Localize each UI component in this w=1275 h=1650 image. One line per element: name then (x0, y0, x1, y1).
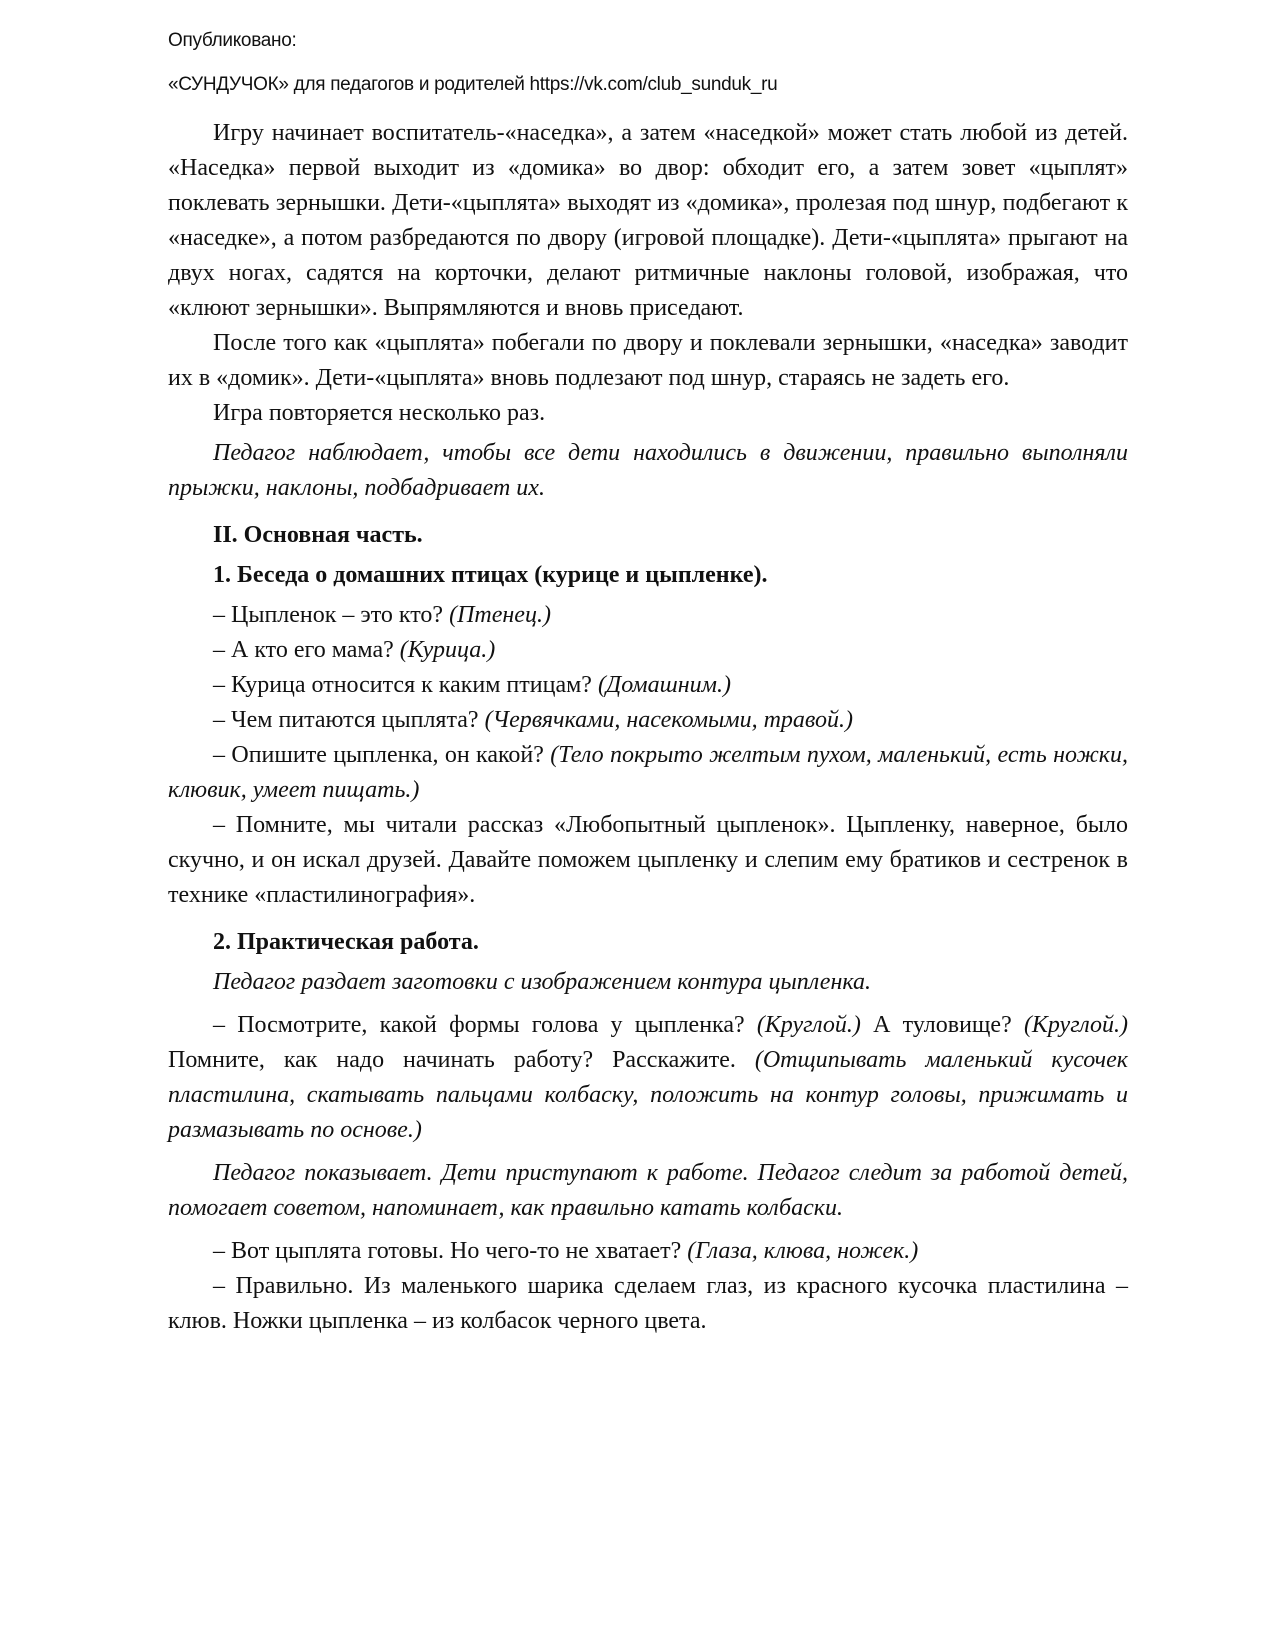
italic-text: (Червячками, насекомыми, травой.) (484, 707, 853, 733)
paragraph (168, 116, 1128, 326)
source-line: «СУНДУЧОК» для педагогов и родителей https://vk.com/club_sunduk_ru (168, 74, 778, 95)
paragraph (168, 633, 1128, 668)
italic-text: Педагог наблюдает, чтобы все дети находились в движении, правильно выполняли прыжки, наклоны, подбадривает их. (168, 440, 1128, 501)
italic-text: (Глаза, клюва, ножек.) (687, 1238, 919, 1264)
published-label: Опубликовано: (168, 30, 297, 51)
section-heading (168, 925, 1128, 960)
paragraph (168, 738, 1128, 808)
italic-text: Педагог показывает. Дети приступают к работе. Педагог следит за работой детей, помогает советом, напоминает, как правильно катать колбаски. (168, 1160, 1128, 1221)
text-segment: После того как «цыплята» побегали по двору и поклевали зернышки, «наседка» заводит их в «домик». Дети-«цыплята» вновь подлезают под шнур, стараясь не задеть его. (168, 330, 1128, 391)
document-body (168, 116, 1128, 1339)
italic-text: (Отщипывать маленький кусочек пластилина, скатывать пальцами колбаску, положить на контур головы, прижимать и размазывать по основе.) (168, 1047, 1128, 1143)
text-segment: – Цыпленок – это кто? (213, 602, 450, 628)
text-segment: Игра повторяется несколько раз. (213, 400, 546, 426)
text-segment: – Помните, мы читали рассказ «Любопытный цыпленок». Цыпленку, наверное, было скучно, и он искал друзей. Давайте поможем цыпленку и слепим ему братиков и сестренок в технике «пластилинография». (168, 812, 1128, 908)
italic-text: (Тело покрыто желтым пухом, маленький, есть ножки, клювик, умеет пищать.) (168, 742, 1129, 803)
italic-text: Педагог раздает заготовки с изображением контура цыпленка. (213, 969, 871, 995)
text-segment: – Правильно. Из маленького шарика сделаем глаз, из красного кусочка пластилина – клюв. Ножки цыпленка – из колбасок черного цвета. (168, 1273, 1128, 1334)
text-segment: Помните, как надо начинать работу? Расскажите. (168, 1047, 755, 1073)
italic-text: (Домашним.) (597, 672, 731, 698)
paragraph (168, 598, 1128, 633)
paragraph (168, 703, 1128, 738)
paragraph (168, 1269, 1128, 1339)
italic-text: (Курица.) (399, 637, 496, 663)
text-segment: – Опишите цыпленка, он какой? (213, 742, 551, 768)
text-segment: 1. Беседа о домашних птицах (курице и цыпленке). (213, 562, 768, 588)
text-segment: – Вот цыплята готовы. Но чего-то не хватает? (213, 1238, 688, 1264)
text-segment: Игру начинает воспитатель-«наседка», а затем «наседкой» может стать любой из детей. «Наседка» первой выходит из «домика» во двор: обходит его, а затем зовет «цыплят» поклевать зернышки. Дети-«цыплята» выходят из «домика», пролезая под шнур, подбегают к «наседке», а потом разбредаются по двору (игровой площадке). Дети-«цыплята» прыгают на двух ногах, садятся на корточки, делают ритмичные наклоны головой, изображая, что «клюют зернышки». Выпрямляются и вновь приседают. (168, 120, 1128, 321)
paragraph (168, 668, 1128, 703)
paragraph (168, 1234, 1128, 1269)
section-heading (168, 558, 1128, 593)
text-segment: – Курица относится к каким птицам? (213, 672, 598, 698)
paragraph (168, 965, 1128, 1000)
italic-text: (Круглой.) (1023, 1012, 1128, 1038)
italic-text: (Круглой.) (756, 1012, 861, 1038)
paragraph (168, 808, 1128, 913)
text-segment: 2. Практическая работа. (213, 929, 479, 955)
text-segment: II. Основная часть. (213, 522, 423, 548)
text-segment: А туловище? (860, 1012, 1024, 1038)
text-segment: – Чем питаются цыплята? (213, 707, 485, 733)
paragraph (168, 1008, 1128, 1148)
paragraph (168, 396, 1128, 431)
paragraph (168, 1156, 1128, 1226)
text-segment: – Посмотрите, какой формы голова у цыпленка? (213, 1012, 757, 1038)
section-heading (168, 518, 1128, 553)
paragraph (168, 326, 1128, 396)
italic-text: (Птенец.) (449, 602, 551, 628)
paragraph (168, 436, 1128, 506)
text-segment: – А кто его мама? (213, 637, 400, 663)
